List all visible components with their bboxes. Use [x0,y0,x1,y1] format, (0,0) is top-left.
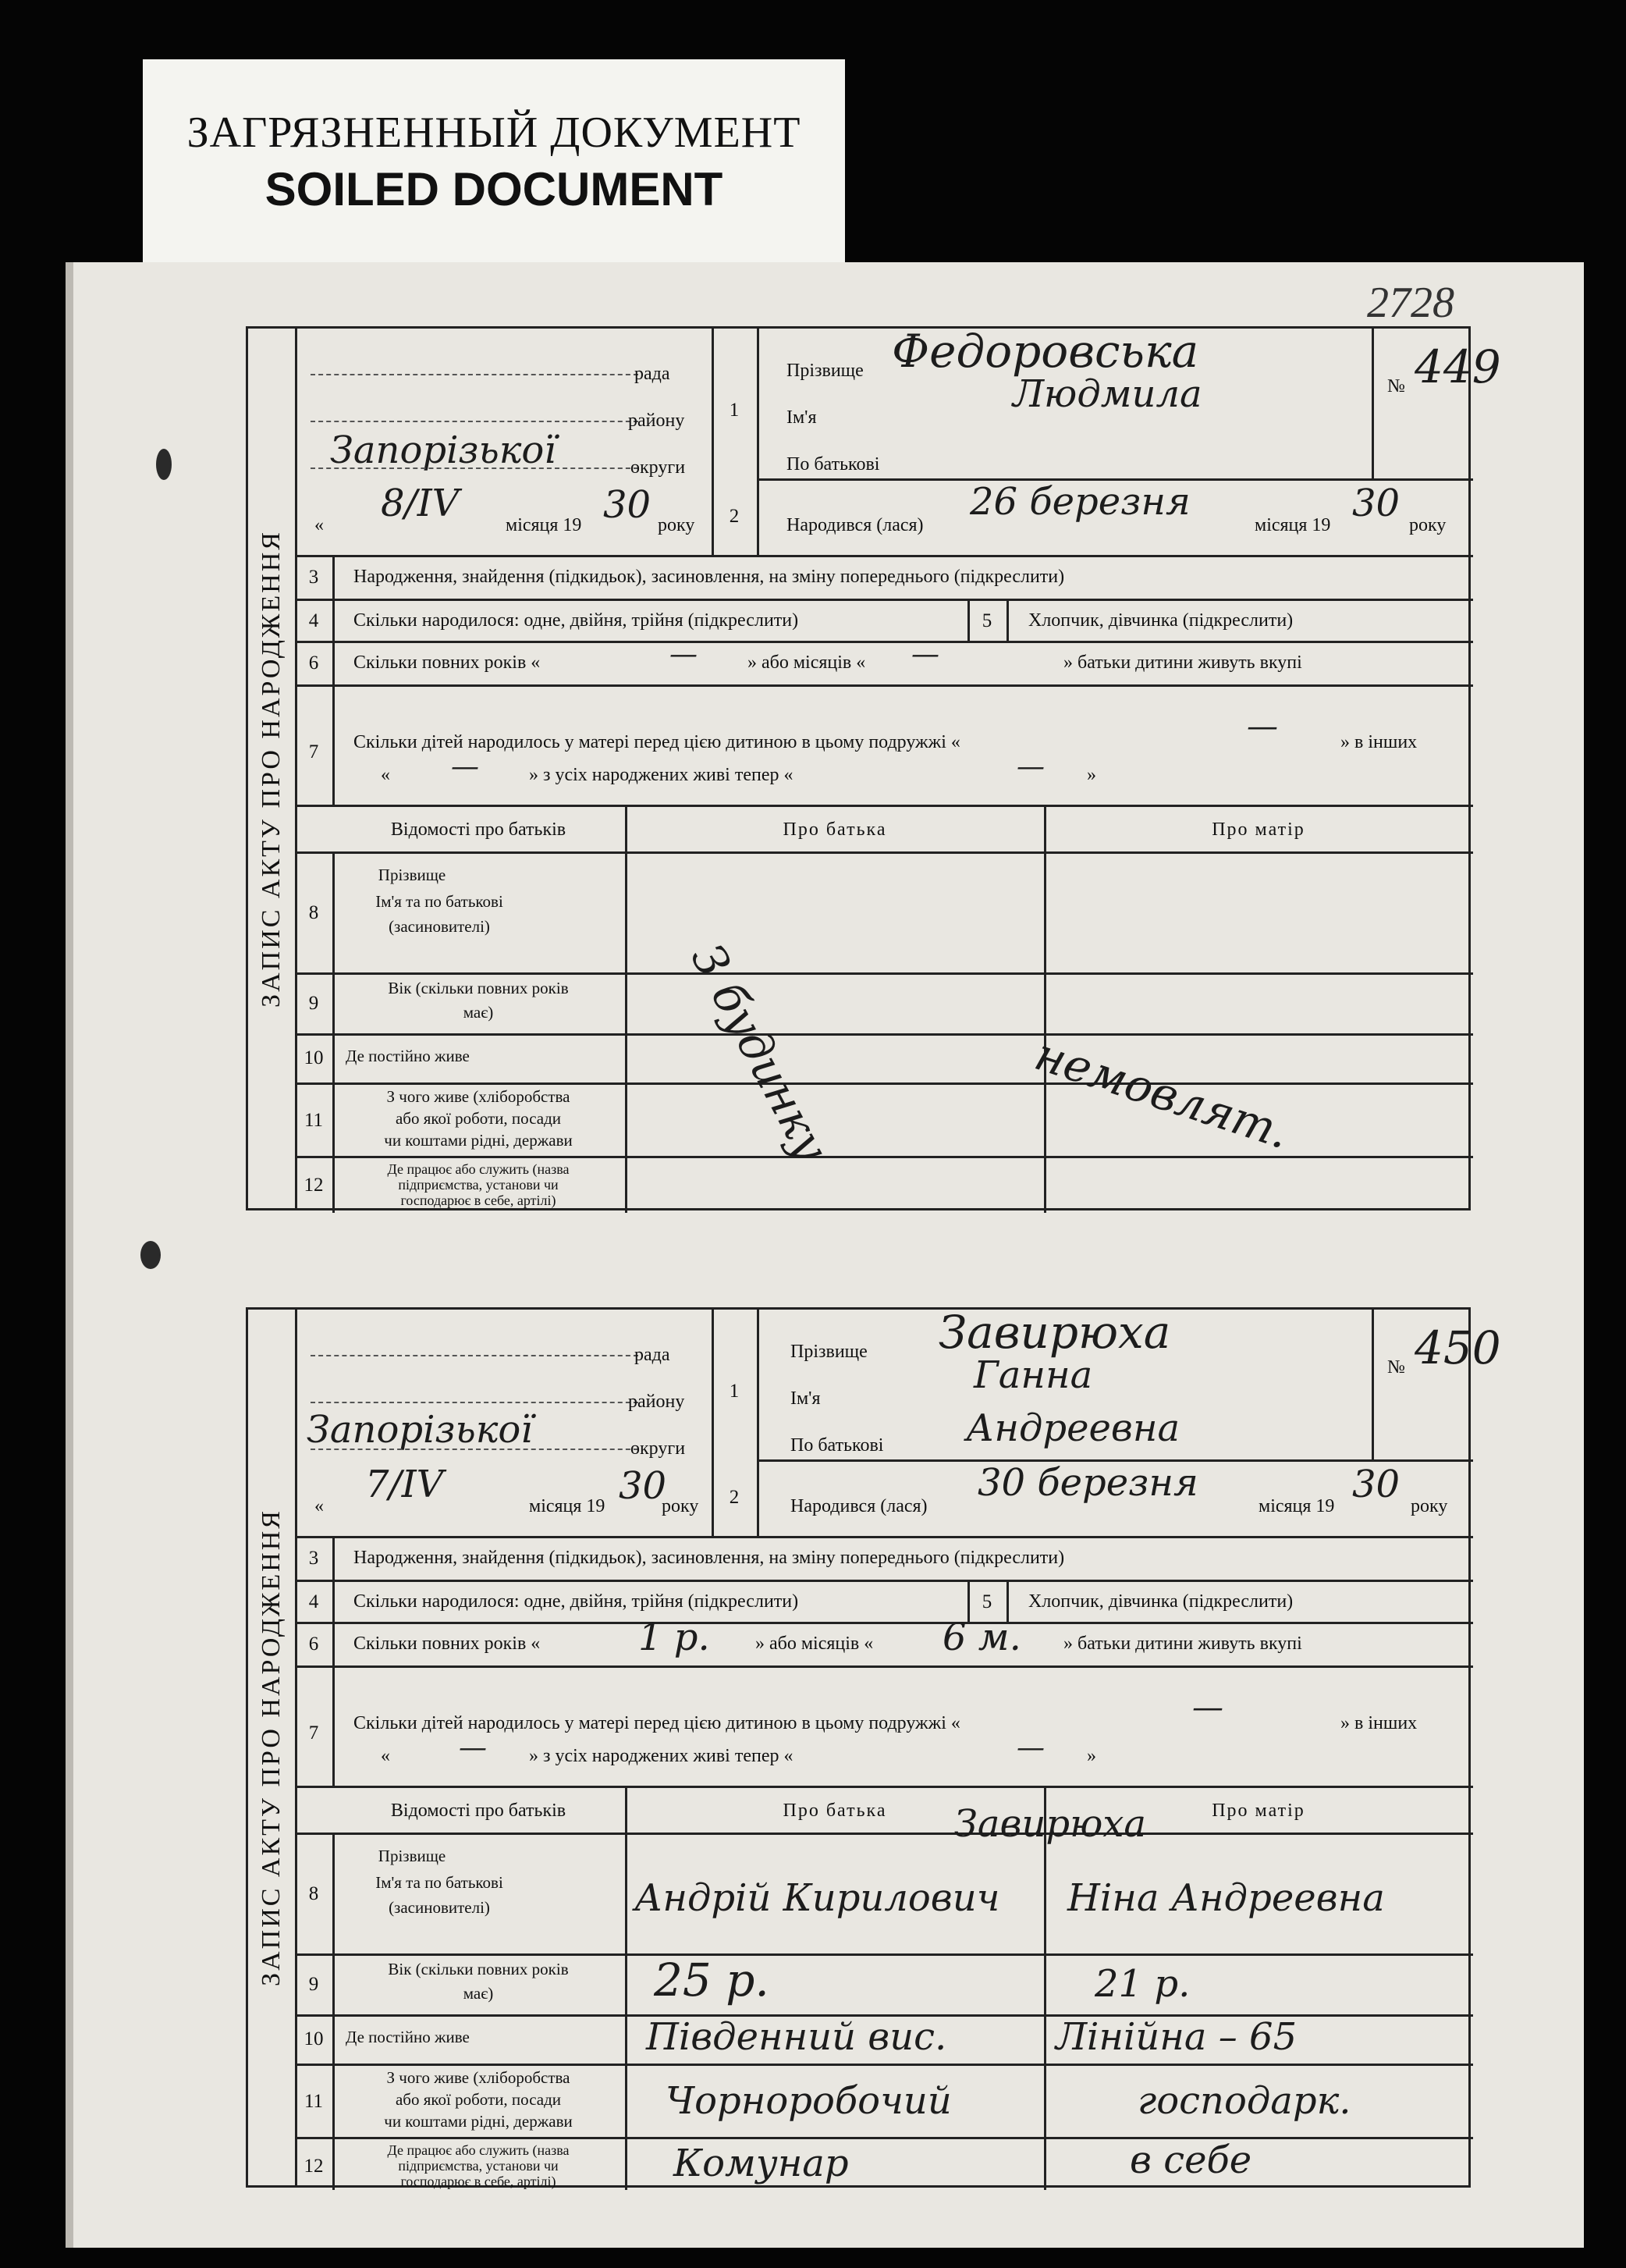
parents-header: Відомості про батьків [390,1801,566,1821]
row-number: 2 [729,506,740,527]
mother-name: Ніна Андреевна [1067,1876,1385,1920]
row-number: 8 [308,902,319,923]
label-name: Ім'я [790,1388,821,1409]
row-number: 7 [308,741,319,763]
months-together: 6 м. [943,1616,1021,1659]
label-okruhy: округи [630,457,686,478]
label-line-russian: ЗАГРЯЗНЕННЫЙ ДОКУМЕНТ [186,108,801,157]
annotation-from-orphanage: З будинку [680,935,840,1171]
label-rada: рада [634,364,670,384]
row7-label-e: » [1087,1746,1096,1766]
record-number: 450 [1415,1321,1501,1374]
child-surname: Завирюха [939,1306,1171,1359]
r9-line1: Вік (скільки повних років [388,1960,569,1978]
label-patronymic: По батькові [786,454,880,475]
row-number: 5 [982,610,992,631]
row-number: 10 [304,2028,324,2049]
row5-text: Хлопчик, дівчинка (підкреслити) [1028,1591,1294,1612]
children-other: — [451,751,479,783]
r12-line1: Де працює або служить (назва [387,2142,570,2158]
row-number: 4 [308,1591,319,1612]
row4-text: Скільки народилося: одне, двійня, трійня (підкреслити) [353,610,799,631]
label-raionu: району [628,411,685,431]
row-number: 3 [308,567,319,588]
record-number: 449 [1415,340,1501,393]
r8-line2: Ім'я та по батькові [375,1873,503,1892]
label-born: Народився (лася) [786,515,924,535]
row7-label-b: » в інших [1340,732,1418,752]
children-before: — [1247,709,1278,745]
label-name: Ім'я [786,407,817,428]
r8-line1: Прізвище [378,1847,446,1865]
label-month-year: місяця 19 [506,515,582,535]
mother-surname: Завирюха [954,1802,1147,1846]
mother-header: Про матір [1212,1801,1305,1821]
r12-line2: підприємства, установи чи [398,1177,559,1193]
years-together: 1 р. [638,1616,710,1659]
label-roku: року [658,515,695,535]
children-before: — [1192,1690,1223,1726]
label-roku: року [1409,515,1447,535]
row-number: 11 [304,2091,324,2112]
side-title: ЗАПИС АКТУ ПРО НАРОДЖЕННЯ [257,529,286,1008]
district-handwritten: Запорізької [307,1408,533,1452]
r8-line2: Ім'я та по батькові [375,892,503,911]
registration-year: 30 [619,1464,667,1508]
row6-label-b: » або місяців « [755,1633,874,1654]
district-handwritten: Запорізької [330,428,556,472]
row-number: 1 [729,400,740,421]
label-month-year: місяця 19 [1259,1496,1335,1516]
registration-date: 7/IV [365,1463,444,1506]
label-line-english: SOILED DOCUMENT [264,163,723,215]
r11-line2: або якої роботи, посади [395,1109,562,1128]
label-number-sign: № [1387,1357,1405,1378]
row-number: 1 [729,1381,740,1402]
annotation-infants: немовлят. [1028,1027,1297,1160]
child-patronymic: Андреевна [966,1406,1180,1450]
row5-text: Хлопчик, дівчинка (підкреслити) [1028,610,1294,631]
r11-line1: З чого живе (хліборобства [386,1087,570,1106]
row-number: 6 [308,652,319,674]
birth-record-form-1: ЗАПИС АКТУ ПРО НАРОДЖЕННЯ рада району Запорізької округи « 8/IV місяця 19 30 року 1 2 Прізвище Федоровська Ім'я Людмила По батькові № 449 Народився (лася) 26 березня місяця 19 30 року 3 Народження, знайдення (підкидьок), засиновлення, на зміну попереднього (підкреслити) 4 Скільки народилося: одне, двійня, трійня (підкреслити) 5 Хлопчик, дівчинка (підкреслити) 6 Скільки повних років « — » або місяців « — » батьки дитини живуть вкупі 7 Скільки дітей народилось у матері перед цією дитиною в цьому подружжі « — » в інших « — » з усіх народжених живі тепер « — » Відомості про батьків Про батька Про матір 8 Прізвище Ім'я та по батькові (засиновителі) 9 Вік (скільки повних років має) 10 Де постійно живе 11 З чого живе (хліборобства або якої роботи, посади чи коштами рідні, держави 12 Де працює або служить (назва підприємства, установи чи господарює в себе, артілі) З будинку немовлят. [246,326,1471,1210]
label-surname: Прізвище [790,1342,868,1362]
label-surname: Прізвище [786,361,864,381]
row6-label-b: » або місяців « [747,652,866,673]
row-number: 2 [729,1487,740,1508]
label-number-sign: № [1387,376,1405,396]
r12-line2: підприємства, установи чи [398,2158,559,2174]
row7-label-c: « [381,765,390,785]
left-margin-mark [140,1241,161,1269]
row-number: 4 [308,610,319,631]
label-roku: року [662,1496,699,1516]
r10-label: Де постійно живе [346,1047,470,1065]
father-header: Про батька [783,819,887,840]
row6-label-a: Скільки повних років « [353,652,541,673]
father-header: Про батька [783,1801,887,1821]
row7-label-e: » [1087,765,1096,785]
row-number: 3 [308,1548,319,1569]
row6-label-a: Скільки повних років « [353,1633,541,1654]
children-alive: — [1017,751,1045,783]
r11-line3: чи коштами рідні, держави [384,2112,573,2131]
birth-year: 30 [1352,1463,1401,1506]
r10-label: Де постійно живе [346,2028,470,2046]
r11-line1: З чого живе (хліборобства [386,2068,570,2087]
child-name: Ганна [974,1353,1093,1397]
child-name: Людмила [1013,372,1202,416]
mother-header: Про матір [1212,819,1305,840]
row-number: 5 [982,1591,992,1612]
r12-line1: Де працює або служить (назва [387,1161,570,1177]
children-alive: — [1017,1732,1045,1764]
row3-text: Народження, знайдення (підкидьок), засиновлення, на зміну попереднього (підкреслити) [353,1548,1065,1568]
row-number: 10 [304,1047,324,1068]
archive-page-number: 2728 [1367,279,1454,327]
birth-date: 30 березня [978,1461,1198,1505]
row-number: 9 [308,1974,319,1995]
label-born: Народився (лася) [790,1496,928,1516]
years-together: — [669,638,698,670]
side-title: ЗАПИС АКТУ ПРО НАРОДЖЕННЯ [257,1509,286,1986]
birth-date: 26 березня [970,480,1191,524]
row7-label-d: » з усіх народжених живі тепер « [529,1746,793,1766]
r11-line3: чи коштами рідні, держави [384,1131,573,1150]
r8-line3: (засиновителі) [389,1898,490,1917]
row-number: 9 [308,993,319,1014]
row4-text: Скільки народилося: одне, двійня, трійня (підкреслити) [353,1591,799,1612]
label-rada: рада [634,1345,670,1365]
r9-line2: має) [463,1003,494,1022]
row3-text: Народження, знайдення (підкидьок), засиновлення, на зміну попереднього (підкреслити) [353,567,1065,587]
months-together: — [911,638,939,670]
row6-label-c: » батьки дитини живуть вкупі [1063,1633,1302,1654]
r11-line2: або якої роботи, посади [395,2090,562,2109]
soiled-document-label [143,59,845,265]
row-number: 11 [304,1110,324,1131]
r9-line1: Вік (скільки повних років [388,979,569,997]
child-surname: Федоровська [892,325,1199,378]
r8-line3: (засиновителі) [389,917,490,936]
father-workplace: Комунар [673,2142,849,2185]
side-title-box [248,1310,297,2185]
r9-line2: має) [463,1984,494,2003]
row7-label-a: Скільки дітей народилось у матері перед цією дитиною в цьому подружжі « [353,732,960,752]
row-number: 12 [304,2156,324,2177]
row7-label-a: Скільки дітей народилось у матері перед цією дитиною в цьому подружжі « [353,1713,960,1733]
birth-record-form-2: ЗАПИС АКТУ ПРО НАРОДЖЕННЯ рада району Запорізької округи « 7/IV місяця 19 30 року 1 2 Прізвище Завирюха Ім'я Ганна По батькові Андреевна № 450 Народився (лася) 30 березня місяця 19 30 року 3 Народження, знайдення (підкидьок), засиновлення, на зміну попереднього (підкреслити) 4 Скільки народилося: одне, двійня, трійня (підкреслити) 5 Хлопчик, дівчинка (підкреслити) 6 Скільки повних років « 1 р. » або місяців « 6 м. » батьки дитини живуть вкупі 7 Скільки дітей народилось у матері перед цією дитиною в цьому подружжі « — » в інших « — » з усіх народжених живі тепер « — » Відомості про батьків Про батька Про матір 8 Прізвище Ім'я та по батькові (засиновителі) 9 Вік (скільки повних років має) 10 Де постійно живе 11 З чого живе (хліборобства або якої роботи, посади чи коштами рідні, держави 12 Де працює або служить (назва підприємства, установи чи господарює в себе, артілі) Завирюха Андрій Кирилович Ніна Андреевна 25 р. 21 р. Південний вис. Лінійна – 65 Чорноробочий господарк. Комунар в себе [246,1307,1471,2188]
father-age: 25 р. [654,1953,769,2007]
label-month-year: місяця 19 [529,1496,605,1516]
father-residence: Південний вис. [646,2015,947,2059]
father-occupation: Чорноробочий [666,2079,952,2123]
registration-date: 8/IV [381,482,460,525]
mother-occupation: господарк. [1138,2079,1351,2123]
r12-line3: господарює в себе, артілі) [400,1193,556,1208]
label-okruhy: округи [630,1438,686,1459]
row7-label-c: « [381,1746,390,1766]
row-number: 8 [308,1883,319,1904]
birth-year: 30 [1352,482,1401,525]
father-name: Андрій Кирилович [634,1876,1000,1920]
label-raionu: району [628,1392,685,1412]
side-title-box [248,329,297,1208]
row7-label-d: » з усіх народжених живі тепер « [529,765,793,785]
left-margin-mark [156,449,172,480]
mother-workplace: в себе [1130,2138,1252,2182]
row7-label-b: » в інших [1340,1713,1418,1733]
label-roku: року [1411,1496,1448,1516]
r8-line1: Прізвище [378,866,446,884]
registration-year: 30 [603,483,651,527]
mother-residence: Лінійна – 65 [1056,2015,1298,2059]
parents-header: Відомості про батьків [390,819,566,840]
children-other: — [459,1732,487,1764]
r12-line3: господарює в себе, артілі) [400,2174,556,2189]
row6-label-c: » батьки дитини живуть вкупі [1063,652,1302,673]
row-number: 6 [308,1633,319,1655]
row-number: 12 [304,1175,324,1196]
mother-age: 21 р. [1095,1962,1191,2006]
label-patronymic: По батькові [790,1435,884,1456]
row-number: 7 [308,1722,319,1744]
label-month-year: місяця 19 [1255,515,1331,535]
